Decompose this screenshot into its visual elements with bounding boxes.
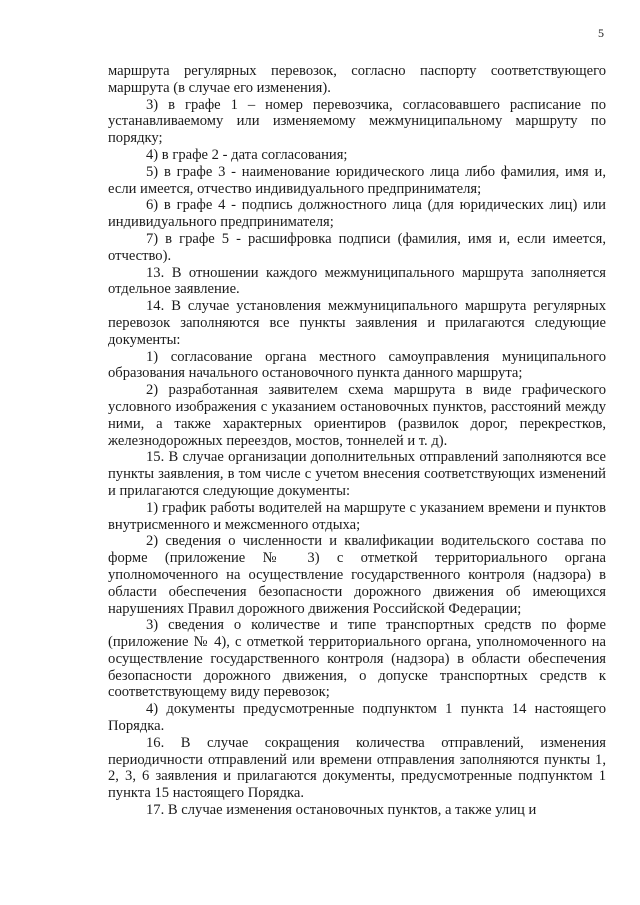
paragraph-item-7-column-5: 7) в графе 5 - расшифровка подписи (фамилия, имя и, если имеется, отчество). (108, 230, 606, 264)
page-number: 5 (598, 26, 604, 40)
paragraph-item-4-column-2: 4) в графе 2 - дата согласования; (146, 146, 348, 163)
body-text (108, 63, 606, 819)
paragraph-clause-14: 14. В случае установления межмуниципального маршрута регулярных перевозок заполняются все пункты заявления и прилагаются следующие документы: (108, 298, 606, 348)
paragraph-continuation: маршрута регулярных перевозок, согласно паспорту соответствующего маршрута (в случае его изменения). (108, 63, 606, 96)
paragraph-clause-14-item-2: 2) разработанная заявителем схема маршрута в виде графического условного изображения с указанием остановочных пунктов, расстояний между ними, а также характерных ориентиров (развилок дорог, перекрестков, железнодорожных переездов, мостов, тоннелей и т. д). (108, 382, 606, 449)
paragraph-item-5-column-3: 5) в графе 3 - наименование юридического лица либо фамилия, имя и, если имеется, отчество индивидуального предпринимателя; (108, 163, 606, 197)
paragraph-clause-15-item-4: 4) документы предусмотренные подпунктом 1 пункта 14 настоящего Порядка. (108, 701, 606, 735)
paragraph-clause-16: 16. В случае сокращения количества отправлений, изменения периодичности отправлений или времени отправления заполняются пункты 1, 2, 3, 6 заявления и прилагаются документы, предусмотренные подпунктом 1 пункта 15 настоящего Порядка. (108, 734, 606, 802)
paragraph-clause-13: 13. В отношении каждого межмуниципального маршрута заполняется отдельное заявление. (108, 264, 606, 298)
paragraph-clause-15-item-1: 1) график работы водителей на маршруте с указанием времени и пунктов внутрисменного и межсменного отдыха; (108, 499, 606, 533)
paragraph-clause-15: 15. В случае организации дополнительных отправлений заполняются все пункты заявления, в том числе с учетом внесения соответствующих изменений и прилагаются следующие документы: (108, 449, 606, 499)
paragraph-clause-15-item-3: 3) сведения о количестве и типе транспортных средств по форме (приложение № 4), с отметкой территориального органа, уполномоченного на осуществление государственного контроля (надзора) в области обеспечения безопасности дорожного движения, о допуске транспортных средств к соответствующему виду перевозок; (108, 617, 606, 701)
paragraph-item-3-column-1: 3) в графе 1 – номер перевозчика, согласовавшего расписание по устанавливаемому или изменяемому межмуниципальному маршруту по порядку; (108, 96, 606, 147)
paragraph-clause-15-item-2: 2) сведения о численности и квалификации водительского состава по форме (приложение № 3) с отметкой территориального органа уполномоченного на осуществление государственного контроля (надзора) в области обеспечения безопасности дорожного движения об имеющихся нарушениях Правил дорожного движения Российской Федерации; (108, 533, 606, 617)
paragraph-clause-14-item-1: 1) согласование органа местного самоуправления муниципального образования начального остановочного пункта данного маршрута; (108, 348, 606, 382)
paragraph-clause-17: 17. В случае изменения остановочных пунктов, а также улиц и (146, 802, 537, 819)
paragraph-item-6-column-4: 6) в графе 4 - подпись должностного лица (для юридических лиц) или индивидуального предпринимателя; (108, 197, 606, 231)
